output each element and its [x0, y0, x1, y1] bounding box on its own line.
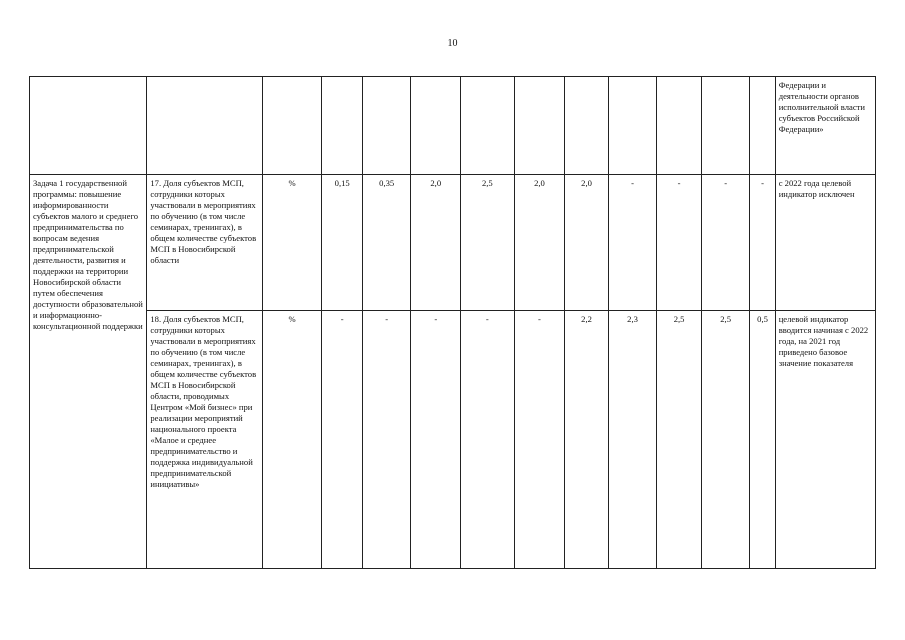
table-cell-empty [30, 77, 147, 175]
indicator-name: 17. Доля субъектов МСП, сотрудники которых участвовали в мероприятиях по обучению (в том числе семинарах, тренингах), в общем количестве субъектов МСП в Новосибирской области [147, 175, 262, 311]
value-cell: - [701, 175, 750, 311]
note-cell: целевой индикатор вводится начиная с 2022 года, на 2021 год приведено базовое значение показателя [775, 311, 875, 569]
table-cell-empty [657, 77, 702, 175]
table-cell-empty [411, 77, 461, 175]
table-cell-empty [322, 77, 362, 175]
value-cell: - [608, 175, 657, 311]
table-cell-empty [262, 77, 322, 175]
table-cell-empty [608, 77, 657, 175]
value-cell: 0,15 [322, 175, 362, 311]
page-number: 10 [447, 38, 458, 49]
indicators-table [29, 76, 876, 569]
value-cell: - [657, 175, 702, 311]
value-cell: - [362, 311, 411, 569]
value-cell: 2,0 [565, 175, 609, 311]
value-cell: 2,2 [565, 311, 609, 569]
indicator-name: 18. Доля субъектов МСП, сотрудники которых участвовали в мероприятиях по обучению (в том числе семинарах, тренингах), в общем количестве субъектов МСП в Новосибирской области, проводимых Центром «Мой бизнес» при реализации мероприятий национального проекта «Малое и среднее предпринимательство и поддержка индивидуальной предпринимательской инициативы» [147, 311, 262, 569]
value-cell: 2,5 [657, 311, 702, 569]
unit-cell: % [262, 311, 322, 569]
unit-cell: % [262, 175, 322, 311]
value-cell: 0,35 [362, 175, 411, 311]
value-cell: 0,5 [750, 311, 775, 569]
value-cell: - [322, 311, 362, 569]
table-cell-empty [147, 77, 262, 175]
table-cell-empty [750, 77, 775, 175]
value-cell: 2,3 [608, 311, 657, 569]
table-row-continuation [30, 77, 876, 175]
table-cell-empty [514, 77, 565, 175]
table-cell-empty [362, 77, 411, 175]
value-cell: - [750, 175, 775, 311]
table-cell-empty [565, 77, 609, 175]
value-cell: 2,0 [514, 175, 565, 311]
value-cell: 2,5 [461, 175, 515, 311]
table-cell-empty [461, 77, 515, 175]
note-cell: с 2022 года целевой индикатор исключен [775, 175, 875, 311]
table-cell-empty [701, 77, 750, 175]
task-cell: Задача 1 государственной программы: повышение информированности субъектов малого и среднего предпринимательства по вопросам ведения предпринимательской деятельности, развития и поддержки на территории Новосибирской области путем обеспечения доступности образовательной и информационно-консультационной поддержки [30, 175, 147, 569]
value-cell: 2,5 [701, 311, 750, 569]
table-row-indicator-17 [30, 175, 876, 311]
value-cell: - [411, 311, 461, 569]
table-cell-note-continuation: Федерации и деятельности органов исполнительной власти субъектов Российской Федерации» [775, 77, 875, 175]
value-cell: - [461, 311, 515, 569]
value-cell: 2,0 [411, 175, 461, 311]
value-cell: - [514, 311, 565, 569]
table-row-indicator-18 [30, 311, 876, 569]
